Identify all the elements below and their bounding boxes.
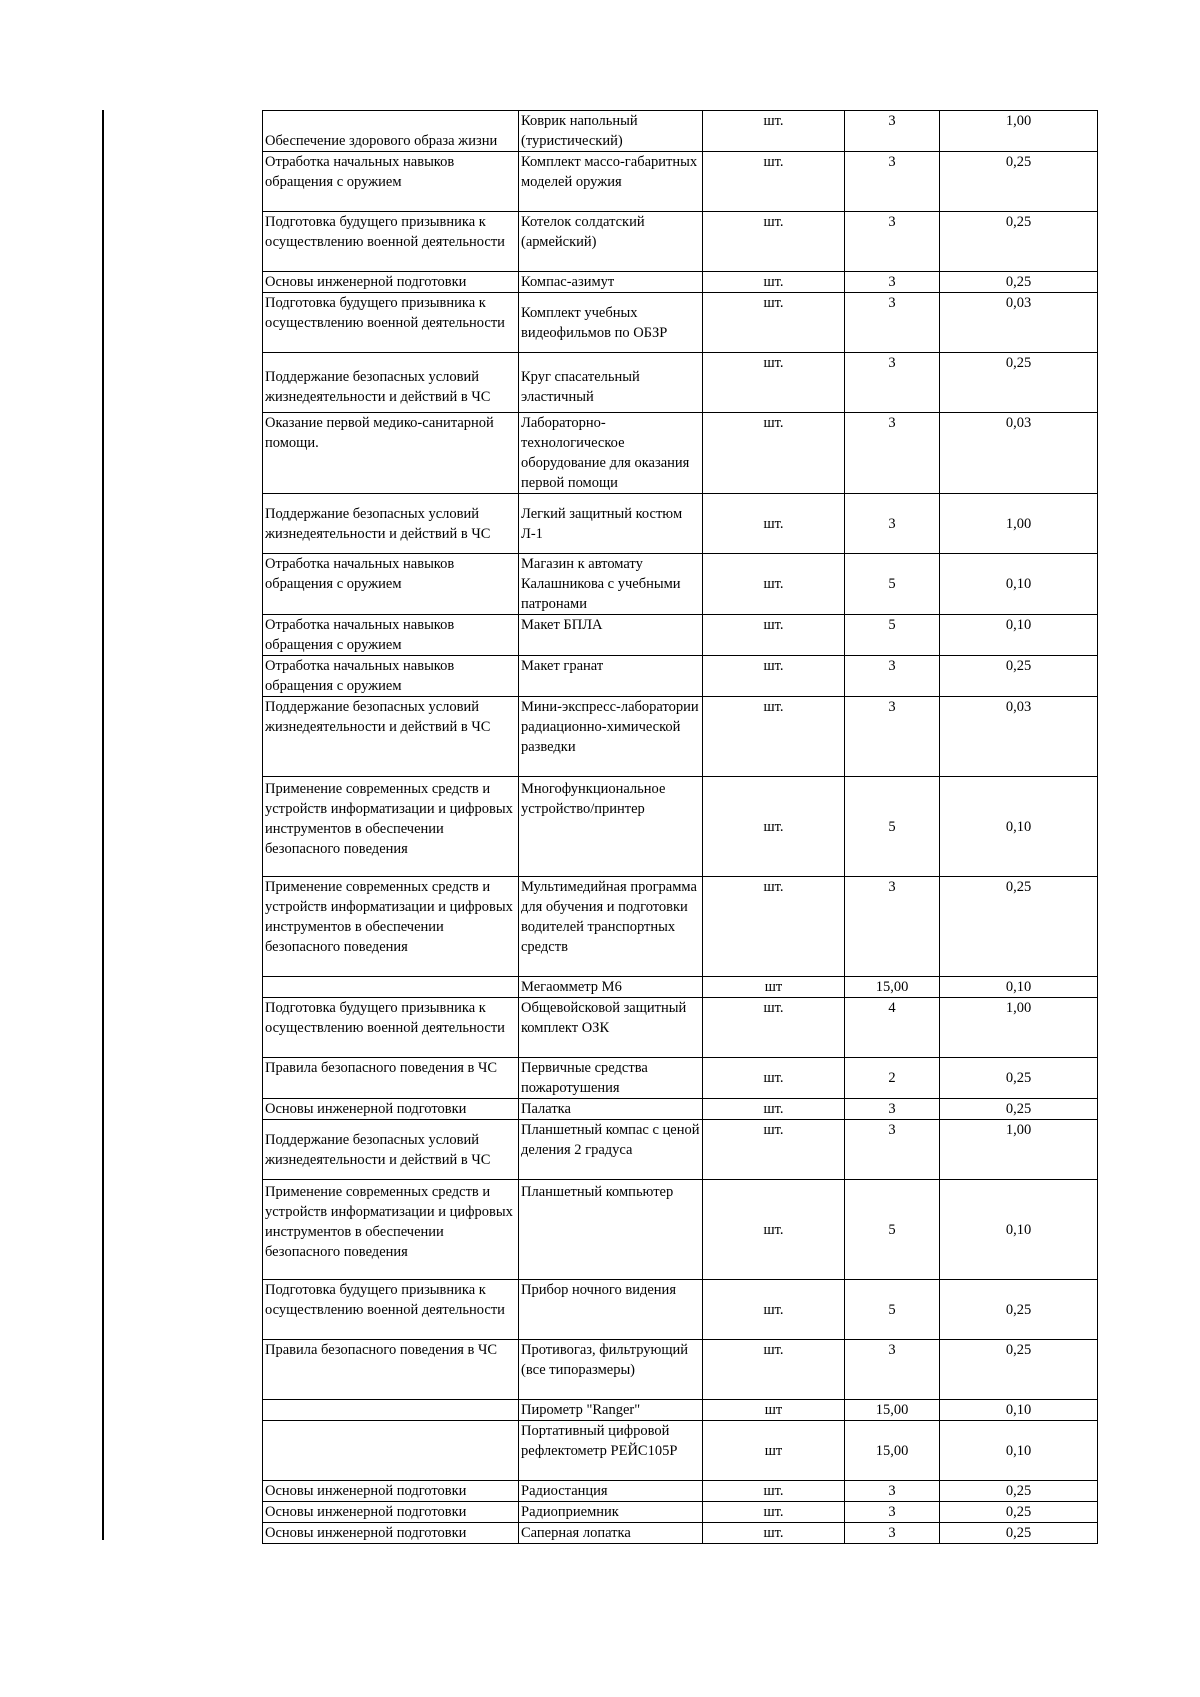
unit-cell: шт.: [703, 1481, 845, 1502]
item-cell: Круг спасательный эластичный: [519, 353, 703, 413]
qty-cell: 3: [845, 1481, 940, 1502]
item-cell: Котелок солдатский (армейский): [519, 212, 703, 272]
qty-cell: 3: [845, 413, 940, 494]
table-row: [263, 1120, 1098, 1180]
unit-cell: шт.: [703, 615, 845, 656]
topic-cell: Подготовка будущего призывника к осуществлению военной деятельности: [263, 1280, 519, 1340]
topic-cell: Отработка начальных навыков обращения с оружием: [263, 554, 519, 615]
topic-cell: Поддержание безопасных условий жизнедеятельности и действий в ЧС: [263, 353, 519, 413]
coef-cell: 0,03: [940, 413, 1098, 494]
item-cell: Радиостанция: [519, 1481, 703, 1502]
qty-cell: 15,00: [845, 1400, 940, 1421]
item-cell: Макет БПЛА: [519, 615, 703, 656]
unit-cell: шт: [703, 1421, 845, 1481]
item-cell: Мини-экспресс-лаборатории радиационно-химической разведки: [519, 697, 703, 777]
item-cell: Комплект массо-габаритных моделей оружия: [519, 152, 703, 212]
qty-cell: 3: [845, 697, 940, 777]
coef-cell: 0,25: [940, 1058, 1098, 1099]
item-cell: Общевойсковой защитный комплект ОЗК: [519, 998, 703, 1058]
coef-cell: 1,00: [940, 998, 1098, 1058]
unit-cell: шт: [703, 1400, 845, 1421]
coef-cell: 0,25: [940, 877, 1098, 977]
topic-cell: Подготовка будущего призывника к осуществлению военной деятельности: [263, 998, 519, 1058]
topic-cell: Обеспечение здорового образа жизни: [263, 111, 519, 152]
qty-cell: 5: [845, 777, 940, 877]
topic-cell: Применение современных средств и устройств информатизации и цифровых инструментов в обеспечении безопасного поведения: [263, 1180, 519, 1280]
unit-cell: шт.: [703, 1120, 845, 1180]
unit-cell: шт.: [703, 777, 845, 877]
coef-cell: 0,25: [940, 152, 1098, 212]
item-cell: Радиоприемник: [519, 1502, 703, 1523]
qty-cell: 3: [845, 353, 940, 413]
item-cell: Мегаомметр М6: [519, 977, 703, 998]
coef-cell: 0,25: [940, 1481, 1098, 1502]
qty-cell: 3: [845, 877, 940, 977]
table-row: [263, 293, 1098, 353]
table-row: [263, 1523, 1098, 1544]
unit-cell: шт.: [703, 998, 845, 1058]
coef-cell: 0,25: [940, 1280, 1098, 1340]
unit-cell: шт.: [703, 877, 845, 977]
coef-cell: 0,03: [940, 293, 1098, 353]
table-row: [263, 1058, 1098, 1099]
table-row: [263, 152, 1098, 212]
topic-cell: Основы инженерной подготовки: [263, 272, 519, 293]
unit-cell: шт.: [703, 494, 845, 554]
unit-cell: шт.: [703, 1340, 845, 1400]
item-cell: Палатка: [519, 1099, 703, 1120]
coef-cell: 0,25: [940, 1502, 1098, 1523]
topic-cell: Подготовка будущего призывника к осуществлению военной деятельности: [263, 293, 519, 353]
unit-cell: шт.: [703, 1280, 845, 1340]
item-cell: Макет гранат: [519, 656, 703, 697]
table-row: [263, 1400, 1098, 1421]
coef-cell: 0,25: [940, 1340, 1098, 1400]
item-cell: Противогаз, фильтрующий (все типоразмеры): [519, 1340, 703, 1400]
topic-cell: Основы инженерной подготовки: [263, 1099, 519, 1120]
qty-cell: 3: [845, 656, 940, 697]
table-row: [263, 1180, 1098, 1280]
qty-cell: 3: [845, 1120, 940, 1180]
table-row: [263, 494, 1098, 554]
unit-cell: шт.: [703, 212, 845, 272]
table-row: [263, 272, 1098, 293]
qty-cell: 3: [845, 111, 940, 152]
table-row: [263, 212, 1098, 272]
topic-cell: Отработка начальных навыков обращения с оружием: [263, 615, 519, 656]
coef-cell: 0,10: [940, 777, 1098, 877]
unit-cell: шт.: [703, 152, 845, 212]
topic-cell: Оказание первой медико-санитарной помощи.: [263, 413, 519, 494]
item-cell: Планшетный компас с ценой деления 2 градуса: [519, 1120, 703, 1180]
table-row: [263, 1421, 1098, 1481]
topic-cell: Поддержание безопасных условий жизнедеятельности и действий в ЧС: [263, 494, 519, 554]
qty-cell: 15,00: [845, 1421, 940, 1481]
qty-cell: 4: [845, 998, 940, 1058]
qty-cell: 3: [845, 152, 940, 212]
topic-cell: Правила безопасного поведения в ЧС: [263, 1058, 519, 1099]
table-row: [263, 697, 1098, 777]
unit-cell: шт.: [703, 1502, 845, 1523]
table-row: [263, 1280, 1098, 1340]
coef-cell: 0,10: [940, 615, 1098, 656]
topic-cell: Применение современных средств и устройств информатизации и цифровых инструментов в обеспечении безопасного поведения: [263, 877, 519, 977]
topic-cell: Основы инженерной подготовки: [263, 1523, 519, 1544]
coef-cell: 0,25: [940, 1099, 1098, 1120]
topic-cell: [263, 977, 519, 998]
coef-cell: 0,03: [940, 697, 1098, 777]
qty-cell: 3: [845, 494, 940, 554]
topic-cell: Подготовка будущего призывника к осуществлению военной деятельности: [263, 212, 519, 272]
item-cell: Пирометр "Ranger": [519, 1400, 703, 1421]
item-cell: Портативный цифровой рефлектометр РЕЙС105Р: [519, 1421, 703, 1481]
table-row: [263, 1099, 1098, 1120]
unit-cell: шт.: [703, 1180, 845, 1280]
item-cell: Первичные средства пожаротушения: [519, 1058, 703, 1099]
qty-cell: 5: [845, 615, 940, 656]
coef-cell: 0,25: [940, 353, 1098, 413]
coef-cell: 0,10: [940, 1421, 1098, 1481]
coef-cell: 0,10: [940, 1400, 1098, 1421]
item-cell: Компас-азимут: [519, 272, 703, 293]
qty-cell: 3: [845, 1099, 940, 1120]
table-row: [263, 877, 1098, 977]
table-row: [263, 977, 1098, 998]
item-cell: Лабораторно-технологическое оборудование для оказания первой помощи: [519, 413, 703, 494]
coef-cell: 1,00: [940, 1120, 1098, 1180]
topic-cell: Применение современных средств и устройств информатизации и цифровых инструментов в обеспечении безопасного поведения: [263, 777, 519, 877]
table-row: [263, 111, 1098, 152]
table-row: [263, 777, 1098, 877]
item-cell: Саперная лопатка: [519, 1523, 703, 1544]
qty-cell: 5: [845, 1180, 940, 1280]
coef-cell: 0,25: [940, 656, 1098, 697]
coef-cell: 1,00: [940, 494, 1098, 554]
unit-cell: шт.: [703, 413, 845, 494]
item-cell: Мультимедийная программа для обучения и подготовки водителей транспортных средств: [519, 877, 703, 977]
coef-cell: 0,10: [940, 977, 1098, 998]
coef-cell: 0,25: [940, 1523, 1098, 1544]
qty-cell: 3: [845, 272, 940, 293]
qty-cell: 2: [845, 1058, 940, 1099]
qty-cell: 5: [845, 554, 940, 615]
unit-cell: шт.: [703, 1523, 845, 1544]
qty-cell: 3: [845, 293, 940, 353]
topic-cell: [263, 1421, 519, 1481]
coef-cell: 0,10: [940, 1180, 1098, 1280]
topic-cell: Правила безопасного поведения в ЧС: [263, 1340, 519, 1400]
table-row: [263, 656, 1098, 697]
qty-cell: 3: [845, 1523, 940, 1544]
item-cell: Многофункциональное устройство/принтер: [519, 777, 703, 877]
qty-cell: 3: [845, 1340, 940, 1400]
table-row: [263, 353, 1098, 413]
table-row: [263, 554, 1098, 615]
table-row: [263, 615, 1098, 656]
topic-cell: Отработка начальных навыков обращения с оружием: [263, 656, 519, 697]
coef-cell: 0,10: [940, 554, 1098, 615]
unit-cell: шт.: [703, 656, 845, 697]
coef-cell: 0,25: [940, 272, 1098, 293]
coef-cell: 1,00: [940, 111, 1098, 152]
unit-cell: шт.: [703, 697, 845, 777]
qty-cell: 5: [845, 1280, 940, 1340]
topic-cell: Отработка начальных навыков обращения с оружием: [263, 152, 519, 212]
qty-cell: 15,00: [845, 977, 940, 998]
equipment-table: [262, 110, 1098, 1544]
table-row: [263, 1340, 1098, 1400]
item-cell: Прибор ночного видения: [519, 1280, 703, 1340]
unit-cell: шт.: [703, 111, 845, 152]
item-cell: Коврик напольный (туристический): [519, 111, 703, 152]
topic-cell: Поддержание безопасных условий жизнедеятельности и действий в ЧС: [263, 697, 519, 777]
unit-cell: шт.: [703, 554, 845, 615]
topic-cell: Основы инженерной подготовки: [263, 1481, 519, 1502]
unit-cell: шт.: [703, 293, 845, 353]
topic-cell: Основы инженерной подготовки: [263, 1502, 519, 1523]
topic-cell: [263, 1400, 519, 1421]
topic-cell: Поддержание безопасных условий жизнедеятельности и действий в ЧС: [263, 1120, 519, 1180]
unit-cell: шт.: [703, 353, 845, 413]
table-row: [263, 1502, 1098, 1523]
table-row: [263, 998, 1098, 1058]
qty-cell: 3: [845, 212, 940, 272]
left-margin-line: [102, 110, 104, 1540]
table-row: [263, 1481, 1098, 1502]
item-cell: Легкий защитный костюм Л-1: [519, 494, 703, 554]
coef-cell: 0,25: [940, 212, 1098, 272]
unit-cell: шт.: [703, 1099, 845, 1120]
unit-cell: шт.: [703, 272, 845, 293]
item-cell: Комплект учебных видеофильмов по ОБЗР: [519, 293, 703, 353]
item-cell: Планшетный компьютер: [519, 1180, 703, 1280]
item-cell: Магазин к автомату Калашникова с учебными патронами: [519, 554, 703, 615]
unit-cell: шт.: [703, 1058, 845, 1099]
qty-cell: 3: [845, 1502, 940, 1523]
table-row: [263, 413, 1098, 494]
unit-cell: шт: [703, 977, 845, 998]
